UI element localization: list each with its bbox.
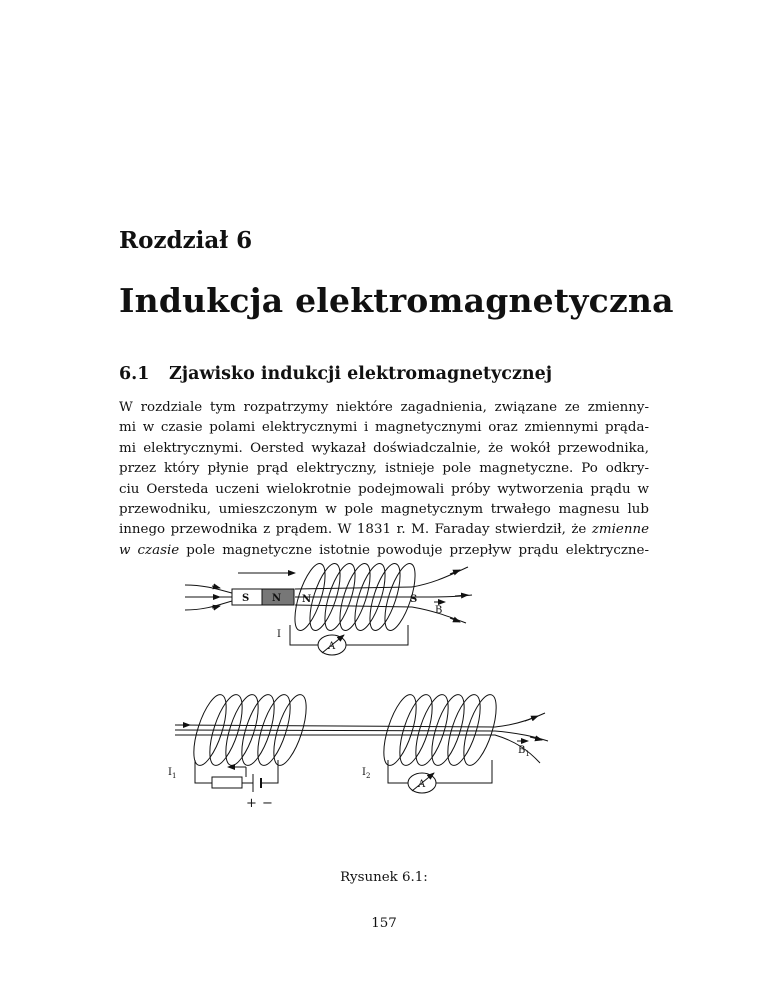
- text-line: [119, 520, 649, 540]
- magnet-s-label: S: [242, 593, 250, 604]
- circuit-wire-top: [290, 625, 408, 645]
- section-title: Zjawisko indukcji elektromagnetycznej: [169, 364, 553, 384]
- body-paragraph: [119, 398, 649, 561]
- plus-label: +: [246, 796, 257, 810]
- two-coils-diagram: [168, 691, 548, 810]
- emphasis: zmienne: [591, 522, 649, 538]
- current-label-top: I: [277, 629, 281, 640]
- chapter-title: Indukcja elektromagnetyczna: [119, 281, 674, 320]
- current-i1-label: [168, 767, 176, 780]
- section-heading: [119, 364, 552, 384]
- chapter-label: Rozdział 6: [119, 227, 253, 254]
- text-segment: pole magnetyczne istotnie powoduje przepływ prądu elektryczne-: [179, 542, 649, 558]
- field-lines-bottom: [175, 713, 548, 763]
- field-b1-sub: 1: [525, 750, 530, 758]
- magnet-coil-diagram: [185, 560, 472, 655]
- text-line: W rozdziale tym rozpatrzymy niektóre zagadnienia, związane ze zmienny-: [119, 400, 649, 415]
- ammeter-top-label: A: [328, 641, 336, 652]
- ammeter-bottom-label: A: [418, 779, 426, 790]
- emphasis: w czasie: [119, 542, 180, 558]
- coil-s-label: S: [410, 594, 418, 605]
- text-line: mi elektrycznymi. Oersted wykazał doświadczalnie, że wokół przewodnika,: [119, 440, 649, 456]
- resistor: [212, 777, 242, 788]
- field-b-label: B: [435, 605, 443, 616]
- field-b1-label: [518, 745, 530, 758]
- induction-figure: [150, 555, 570, 810]
- text-line: ciu Oersteda uczeni wielokrotnie podejmowali próby wytworzenia prądu w: [119, 481, 649, 497]
- current-i2-label: [362, 767, 370, 780]
- coil-secondary: [377, 691, 503, 769]
- text-line: mi w czasie polami elektrycznymi i magnetycznymi oraz zmiennymi prąda-: [119, 420, 649, 436]
- minus-label: −: [262, 796, 273, 810]
- current-i1-letter: I: [168, 767, 172, 778]
- figure-caption: Rysunek 6.1:: [340, 870, 428, 885]
- secondary-circuit: [388, 760, 492, 783]
- page-number: 157: [371, 916, 397, 931]
- text-line: przewodniku, umieszczonym w pole magnetycznym trwałego magnesu lub: [119, 502, 649, 518]
- magnet-n-label: N: [272, 593, 282, 604]
- current-i2-letter: I: [362, 767, 366, 778]
- text-segment: innego przewodnika z prądem. W 1831 r. M. Faraday stwierdził, że: [119, 522, 592, 538]
- coil-n-label: N: [302, 594, 312, 605]
- field-b1-letter: B: [518, 745, 526, 756]
- current-i2-sub: 2: [365, 772, 371, 780]
- section-number: 6.1: [119, 364, 150, 384]
- current-i1-sub: 1: [171, 772, 177, 780]
- text-line: przez który płynie prąd elektryczny, istnieje pole magnetyczne. Po odkry-: [119, 461, 649, 477]
